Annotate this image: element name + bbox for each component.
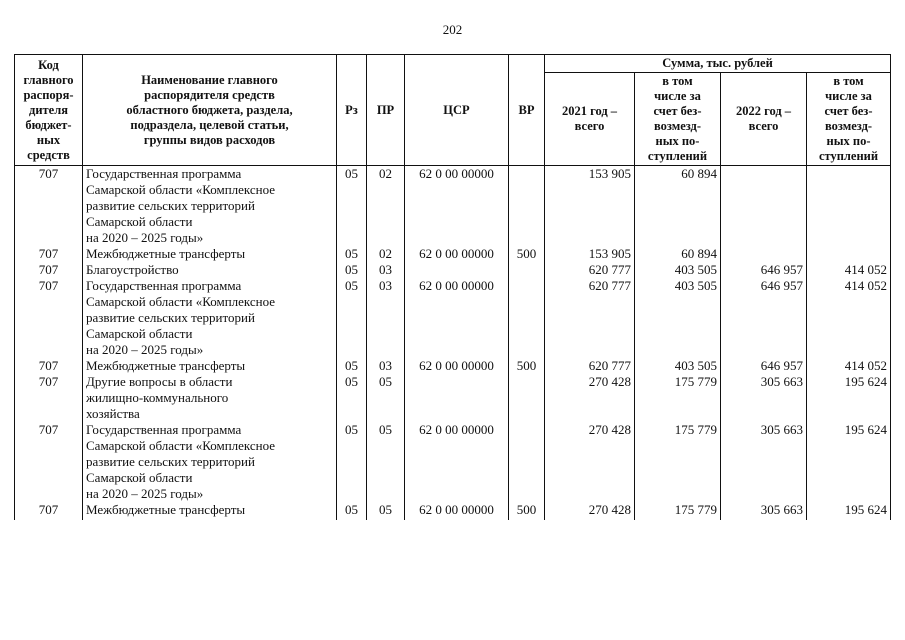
- cell-y2021-free: 403 505: [635, 262, 721, 278]
- cell-pr: 05: [367, 422, 405, 502]
- cell-y2021: 270 428: [545, 422, 635, 502]
- cell-y2021-free: 60 894: [635, 246, 721, 262]
- cell-vr: 500: [509, 502, 545, 520]
- cell-pr: 03: [367, 278, 405, 358]
- cell-vr: [509, 422, 545, 502]
- cell-rz: 05: [337, 502, 367, 520]
- cell-code: 707: [15, 262, 83, 278]
- cell-pr: 02: [367, 246, 405, 262]
- cell-y2022: 305 663: [721, 422, 807, 502]
- cell-vr: [509, 278, 545, 358]
- cell-y2022-free: 414 052: [807, 262, 891, 278]
- cell-rz: 05: [337, 278, 367, 358]
- cell-y2022-free: 195 624: [807, 422, 891, 502]
- cell-vr: 500: [509, 358, 545, 374]
- cell-y2021: 153 905: [545, 166, 635, 247]
- cell-vr: [509, 374, 545, 422]
- cell-name: Государственная программа Самарской области «Комплексное развитие сельских территорий Самарской области на 2020 – 2025 годы»: [83, 422, 337, 502]
- table-row: [15, 422, 891, 502]
- cell-name: Межбюджетные трансферты: [83, 502, 337, 520]
- cell-y2022: 646 957: [721, 358, 807, 374]
- table-row: [15, 262, 891, 278]
- cell-rz: 05: [337, 374, 367, 422]
- page-number: 202: [442, 22, 463, 37]
- cell-name: Другие вопросы в области жилищно-коммунального хозяйства: [83, 374, 337, 422]
- cell-rz: 05: [337, 262, 367, 278]
- cell-code: 707: [15, 422, 83, 502]
- cell-y2022-free: 195 624: [807, 502, 891, 520]
- cell-code: 707: [15, 502, 83, 520]
- cell-pr: 03: [367, 262, 405, 278]
- cell-y2022: 305 663: [721, 502, 807, 520]
- header-csr: ЦСР: [405, 55, 509, 166]
- cell-y2021: 153 905: [545, 246, 635, 262]
- cell-y2022-free: 195 624: [807, 374, 891, 422]
- cell-code: 707: [15, 246, 83, 262]
- header-code: Код главного распоря- дителя бюджет- ных средств: [15, 55, 83, 166]
- cell-rz: 05: [337, 166, 367, 247]
- header-2022-free: в том числе за счет без- возмезд- ных по- ступлений: [807, 73, 891, 166]
- cell-y2021: 620 777: [545, 262, 635, 278]
- cell-y2022-free: 414 052: [807, 278, 891, 358]
- table-row: [15, 358, 891, 374]
- cell-csr: [405, 374, 509, 422]
- header-vr: ВР: [509, 55, 545, 166]
- cell-csr: 62 0 00 00000: [405, 246, 509, 262]
- cell-name: Государственная программа Самарской области «Комплексное развитие сельских территорий Самарской области на 2020 – 2025 годы»: [83, 166, 337, 247]
- cell-rz: 05: [337, 358, 367, 374]
- cell-y2022: [721, 166, 807, 247]
- cell-rz: 05: [337, 246, 367, 262]
- cell-csr: 62 0 00 00000: [405, 166, 509, 247]
- header-rz: Рз: [337, 55, 367, 166]
- cell-csr: 62 0 00 00000: [405, 502, 509, 520]
- cell-y2021: 620 777: [545, 278, 635, 358]
- cell-y2021-free: 175 779: [635, 422, 721, 502]
- cell-y2022: [721, 246, 807, 262]
- cell-csr: 62 0 00 00000: [405, 278, 509, 358]
- cell-y2021: 270 428: [545, 502, 635, 520]
- cell-y2022-free: [807, 166, 891, 247]
- cell-name: Межбюджетные трансферты: [83, 246, 337, 262]
- cell-y2022-free: 414 052: [807, 358, 891, 374]
- cell-name: Государственная программа Самарской области «Комплексное развитие сельских территорий Самарской области на 2020 – 2025 годы»: [83, 278, 337, 358]
- cell-pr: 05: [367, 502, 405, 520]
- table-row: [15, 502, 891, 520]
- cell-y2022: 646 957: [721, 262, 807, 278]
- cell-code: 707: [15, 374, 83, 422]
- cell-y2021: 620 777: [545, 358, 635, 374]
- cell-vr: [509, 166, 545, 247]
- header-name: Наименование главного распорядителя средств областного бюджета, раздела, подраздела, целевой статьи, группы видов расходов: [83, 55, 337, 166]
- cell-y2021-free: 60 894: [635, 166, 721, 247]
- cell-y2022: 305 663: [721, 374, 807, 422]
- cell-vr: 500: [509, 246, 545, 262]
- cell-code: 707: [15, 166, 83, 247]
- header-2021-total: 2021 год – всего: [545, 73, 635, 166]
- cell-name: Благоустройство: [83, 262, 337, 278]
- cell-rz: 05: [337, 422, 367, 502]
- header-sum: Сумма, тыс. рублей: [545, 55, 891, 73]
- table-header: [15, 55, 891, 166]
- cell-csr: 62 0 00 00000: [405, 422, 509, 502]
- table-row: [15, 246, 891, 262]
- cell-csr: 62 0 00 00000: [405, 358, 509, 374]
- cell-y2021: 270 428: [545, 374, 635, 422]
- header-2022-total: 2022 год – всего: [721, 73, 807, 166]
- cell-y2021-free: 403 505: [635, 278, 721, 358]
- cell-pr: 05: [367, 374, 405, 422]
- budget-table: [14, 54, 891, 520]
- cell-code: 707: [15, 278, 83, 358]
- cell-y2021-free: 175 779: [635, 374, 721, 422]
- cell-y2022: 646 957: [721, 278, 807, 358]
- cell-y2021-free: 403 505: [635, 358, 721, 374]
- cell-name: Межбюджетные трансферты: [83, 358, 337, 374]
- header-pr: ПР: [367, 55, 405, 166]
- cell-vr: [509, 262, 545, 278]
- table-row: [15, 278, 891, 358]
- cell-pr: 03: [367, 358, 405, 374]
- cell-code: 707: [15, 358, 83, 374]
- cell-y2021-free: 175 779: [635, 502, 721, 520]
- cell-pr: 02: [367, 166, 405, 247]
- table-body: [15, 166, 891, 521]
- cell-csr: [405, 262, 509, 278]
- table-row: [15, 166, 891, 247]
- header-2021-free: в том числе за счет без- возмезд- ных по- ступлений: [635, 73, 721, 166]
- cell-y2022-free: [807, 246, 891, 262]
- table-row: [15, 374, 891, 422]
